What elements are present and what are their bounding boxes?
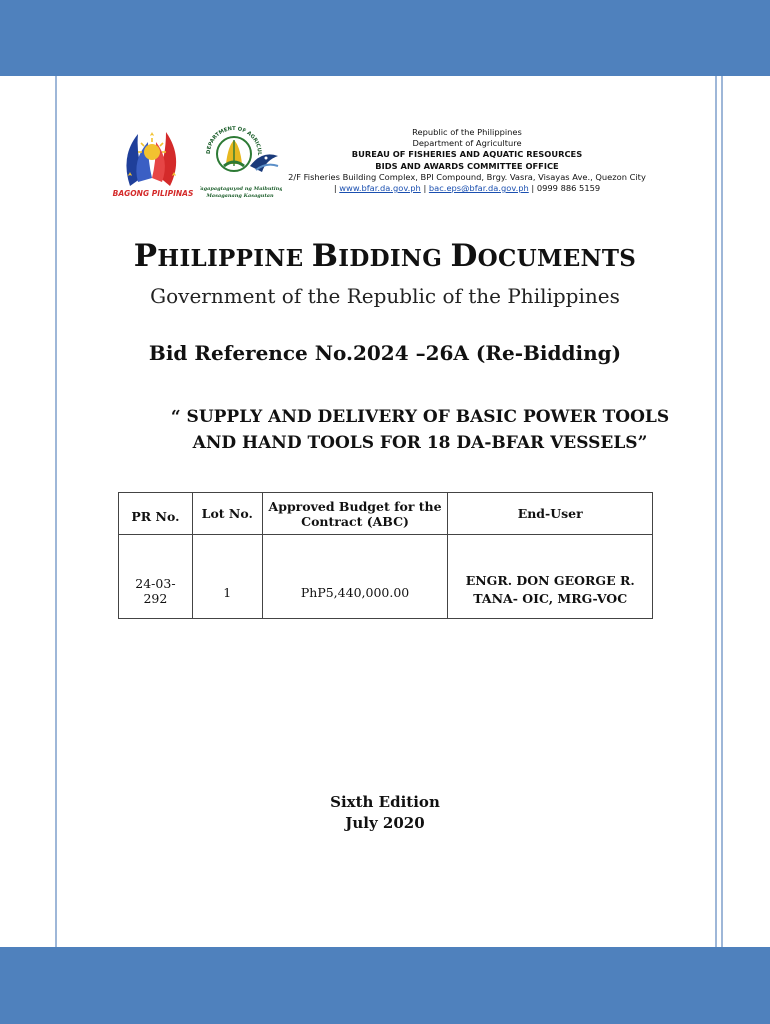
bagong-pilipinas-logo	[108, 116, 198, 200]
header-end-user: End-User	[448, 493, 653, 535]
footer-band	[0, 947, 770, 1024]
abc-table	[118, 492, 653, 619]
phone-number: 0999 886 5159	[536, 183, 601, 194]
website-link[interactable]: www.bfar.da.gov.ph	[339, 183, 421, 194]
department-of-agriculture-logo	[200, 110, 282, 202]
project-title-line1: “ SUPPLY AND DELIVERY OF BASIC POWER TOOLS	[170, 407, 670, 427]
letterhead-department: Department of Agriculture	[412, 138, 522, 149]
header-abc: Approved Budget for the Contract (ABC)	[262, 493, 448, 535]
letterhead	[282, 127, 652, 194]
da-tagline-line1: Tagapagtaguyod ng Maibuting	[200, 186, 282, 192]
table-row	[119, 535, 653, 619]
edition-info	[0, 792, 770, 834]
letterhead-bureau: BUREAU OF FISHERIES AND AQUATIC RESOURCES	[351, 149, 583, 160]
da-arc-text: DEPARTMENT OF AGRICUL	[205, 125, 263, 155]
table-header-row	[119, 493, 653, 535]
project-title-line2: AND HAND TOOLS FOR 18 DA-BFAR VESSELS”	[192, 433, 648, 453]
letterhead-address: 2/F Fisheries Building Complex, BPI Compound, Brgy. Vasra, Visayas Ave., Quezon City	[288, 171, 646, 182]
letterhead-republic: Republic of the Philippines	[412, 127, 522, 137]
edition-date: July 2020	[345, 814, 425, 832]
project-title	[140, 404, 700, 456]
letterhead-bac-office: BIDS AND AWARDS COMMITTEE OFFICE	[375, 160, 559, 171]
cell-end-user: ENGR. DON GEORGE R. TANA- OIC, MRG-VOC	[448, 535, 653, 619]
bid-reference: Bid Reference No.2024 –26A (Re-Bidding)	[148, 341, 622, 365]
header-band	[0, 0, 770, 76]
cell-abc: PhP5,440,000.00	[262, 535, 448, 619]
document-title: PHILIPPINE BIDDING DOCUMENTS	[133, 238, 637, 274]
cell-pr-no: 24-03- 292	[119, 535, 193, 619]
email-link[interactable]: bac.eps@bfar.da.gov.ph	[428, 183, 529, 194]
da-tagline-line2: Masaganang Kasagutan	[206, 193, 274, 199]
header-pr-no: PR No.	[119, 493, 193, 535]
letterhead-contacts: | www.bfar.da.gov.ph | bac.eps@bfar.da.gov.ph | 0999 886 5159	[333, 183, 601, 194]
edition-number: Sixth Edition	[330, 793, 440, 811]
cell-lot-no: 1	[192, 535, 262, 619]
bagong-pilipinas-text: BAGONG PILIPINAS	[112, 189, 194, 198]
header-lot-no: Lot No.	[192, 493, 262, 535]
document-subtitle: Government of the Republic of the Philippines	[150, 284, 620, 308]
